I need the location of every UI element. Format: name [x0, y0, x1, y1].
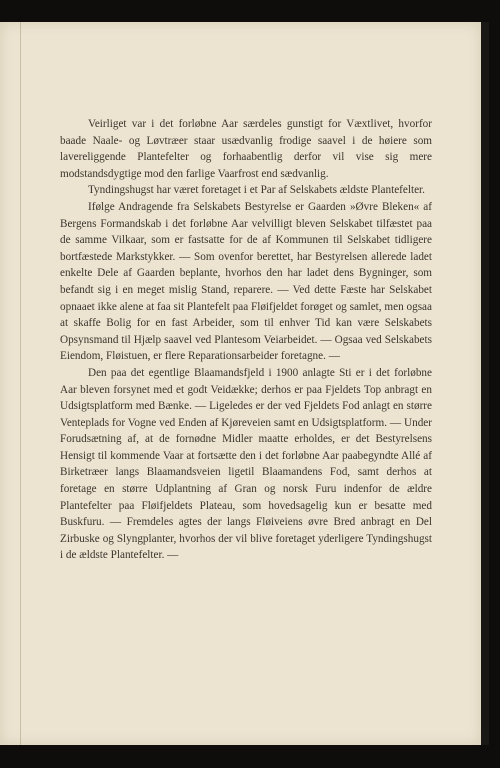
document-page: [0, 22, 481, 745]
page-fold-line: [20, 22, 21, 745]
page-edge: [481, 22, 489, 745]
paragraph-weather: Veirliget var i det forløbne Aar særdeles gunstigt for Væxtlivet, hvorfor baade Naale- og Løvtræer staar usædvanlig frodige saavel i de høiere som lavereliggende Plantefelter og forhaabentlig derfor vil vise sig mere modstandsdygtige mod den farlige Vaarfrost end sædvanlig.: [60, 118, 432, 180]
paragraph-path-and-plans: Den paa det egentlige Blaamandsfjeld i 1900 anlagte Sti er i det forløbne Aar bleven forsynet med et godt Veidække; derhos er paa Fjeldets Top anbragt en Udsigtsplatform med Bænke. — Ligeledes er der ved Fjeldets Fod anlagt en større Venteplads for Vogne ved Enden af Kjøreveien samt en Udsigtsplatform. — Under Forudsætning af, at de fornødne Midler maatte erholdes, er det Bestyrelsens Hensigt til kommende Vaar at fortsætte den i det forløbne Aar paabegyndte Allé af Birketræer langs Blaamandsveien ligetil Blaamandens Fod, samt derhos at foretage en større Udplantning af Gran og norsk Furu indenfor de ældre Plantefelter paa Fløifjeldets Plateau, som hovedsagelig kun er besatte med Buskfuru. — Fremdeles agtes der langs Fløiveiens øvre Bred anbragt en Del Zirbuske og Slyngplanter, hvorhos der vil blive foretaget yderligere Tyndingshugst i de ældste Plantefelter. —: [60, 366, 432, 562]
body-text: [60, 116, 432, 564]
paragraph-thinning: Tyndingshugst har været foretaget i et Par af Selskabets ældste Plantefelter.: [88, 184, 425, 197]
paragraph-farm-lease: Ifølge Andragende fra Selskabets Bestyrelse er Gaarden »Øvre Bleken« af Bergens Formandskab i det forløbne Aar velvilligt bleven Selskabet tilfæstet paa de samme Vilkaar, som er fastsatte for de af Kommunen til Selskabet tidligere bortfæstede Markstykker. — Som ovenfor berettet, har Bestyrelsen allerede ladet enkelte Dele af Gaarden beplante, hvorhos den har ladet dens Bygninger, som befandt sig i en meget mislig Stand, reparere. — Ved dette Fæste har Selskabet opnaaet ikke alene at faa sit Plantefelt paa Fløifjeldet forøget og samlet, men ogsaa at skaffe Bolig for en fast Arbeider, som til enhver Tid kan være Selskabets Opsynsmand til Hjælp saavel ved Plantesom Veiarbeidet. — Ogsaa ved Selskabets Eiendom, Fløistuen, er flere Reparationsarbeider foretagne. —: [60, 200, 432, 363]
